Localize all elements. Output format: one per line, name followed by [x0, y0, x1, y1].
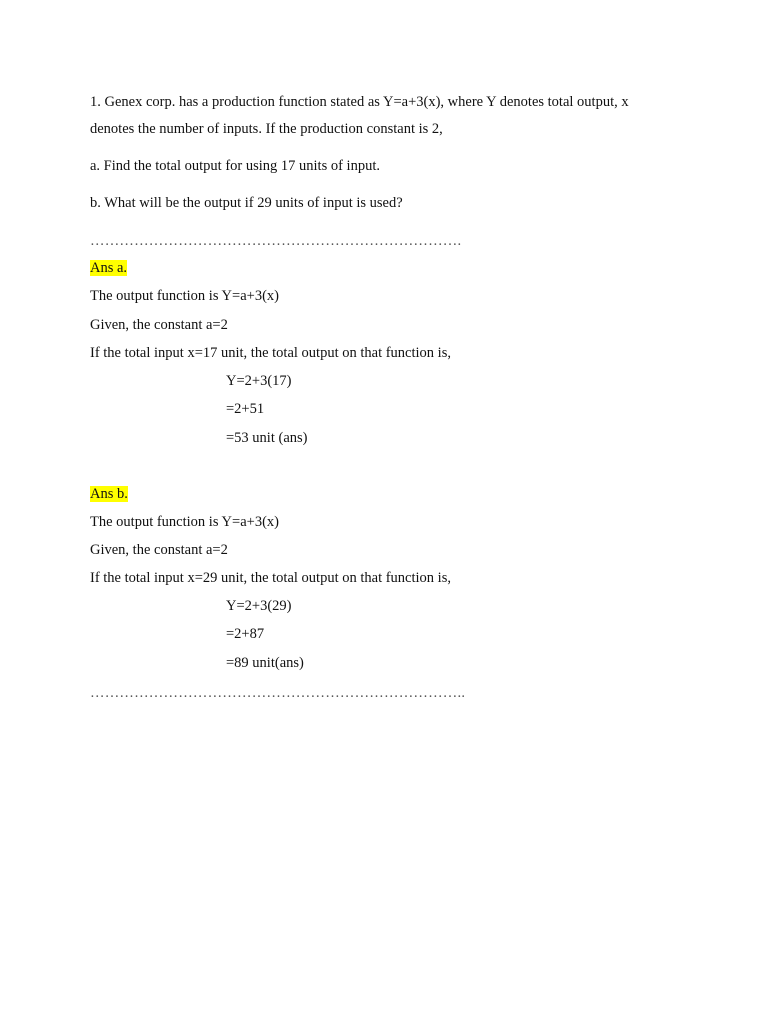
question-part-a: a. Find the total output for using 17 units of input.	[90, 158, 380, 174]
answer-b-step-2: =2+87	[226, 626, 265, 642]
answer-b-condition: If the total input x=29 unit, the total output on that function is,	[90, 570, 451, 586]
answer-a-function: The output function is Y=a+3(x)	[90, 288, 279, 304]
answer-a-step-1: Y=2+3(17)	[226, 373, 292, 389]
answer-a-condition: If the total input x=17 unit, the total output on that function is,	[90, 345, 451, 361]
answer-a-given: Given, the constant a=2	[90, 317, 228, 333]
separator-top: ………………………………………………………………….	[90, 233, 462, 249]
answer-a-heading-wrap	[90, 259, 127, 277]
answer-b-heading: Ans b.	[90, 486, 128, 502]
answer-b-step-1: Y=2+3(29)	[226, 598, 292, 614]
answer-a-step-3: =53 unit (ans)	[226, 430, 308, 446]
answer-b-step-3: =89 unit(ans)	[226, 655, 304, 671]
answer-b-heading-wrap	[90, 485, 128, 503]
answer-a-heading: Ans a.	[90, 260, 128, 276]
answer-b-given: Given, the constant a=2	[90, 542, 228, 558]
separator-bottom: …………………………………………………………………..	[90, 685, 466, 701]
answer-a-step-2: =2+51	[226, 401, 265, 417]
answer-b-function: The output function is Y=a+3(x)	[90, 514, 279, 530]
question-line-1: 1. Genex corp. has a production function stated as Y=a+3(x), where Y denotes total output, x	[90, 94, 629, 110]
question-part-b: b. What will be the output if 29 units of input is used?	[90, 195, 403, 211]
question-line-2: denotes the number of inputs. If the production constant is 2,	[90, 121, 443, 137]
